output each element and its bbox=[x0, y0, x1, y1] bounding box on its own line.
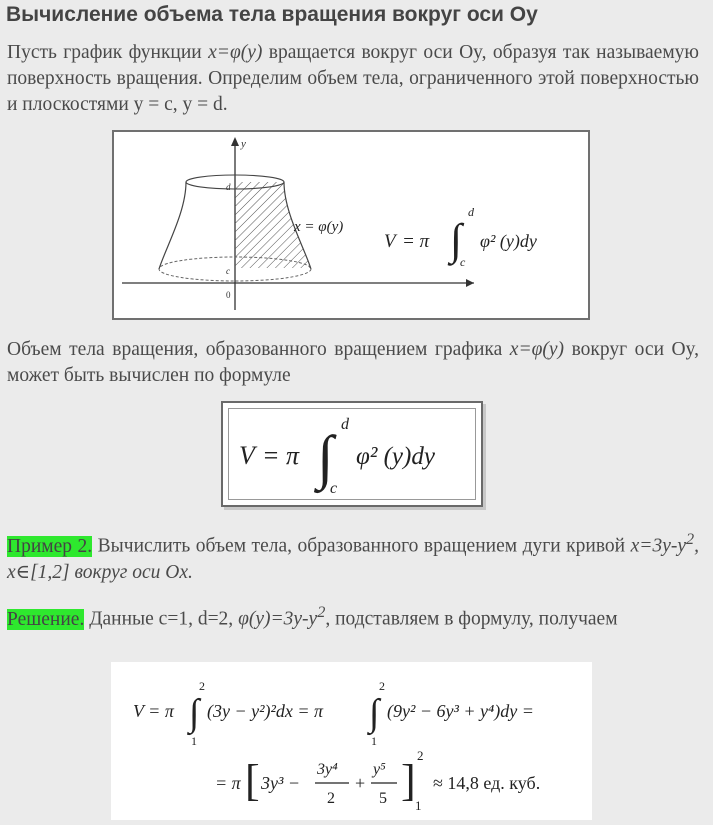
calc-integral-1: ∫ bbox=[189, 692, 200, 734]
formula-v: V bbox=[384, 231, 396, 252]
function-expression-2: x=φ(y) bbox=[509, 339, 565, 360]
bracket-lower: 1 bbox=[415, 798, 422, 813]
solution-label: Решение. bbox=[7, 608, 85, 630]
calc-plus: + bbox=[355, 773, 366, 793]
label-d: d bbox=[226, 182, 231, 192]
formula-eq: = π bbox=[402, 231, 430, 252]
calculation-formula bbox=[111, 662, 592, 820]
curve-label: x = φ(y) bbox=[294, 219, 344, 235]
solution-text: Данные c=1, d=2, bbox=[84, 608, 239, 630]
formula-text-cont: вокруг оси Oy, может быть вычислен по формуле bbox=[7, 339, 699, 386]
calc-int2-upper: 2 bbox=[379, 679, 385, 693]
y-axis-arrow bbox=[231, 137, 239, 146]
example-domain: , x∈[1,2] вокруг оси Ox. bbox=[7, 535, 699, 583]
y-axis-label: y bbox=[241, 138, 246, 150]
formula2-v: V bbox=[239, 441, 255, 470]
intro-text: Пусть график функции bbox=[7, 42, 209, 63]
integral-sign: ∫ bbox=[450, 215, 463, 264]
rotation-diagram bbox=[114, 132, 588, 318]
example-function: x=3y-y bbox=[630, 535, 686, 557]
x-axis-arrow bbox=[466, 279, 474, 287]
frac1-denominator: 2 bbox=[327, 790, 335, 807]
intro-text-cont: вращается вокруг оси Oy, образуя так называемую поверхность вращения. Определим объем тела, ограниченного этой поверхностью и плоскостями y = c, y = d. bbox=[7, 42, 699, 115]
calc-integral-2: ∫ bbox=[369, 692, 380, 734]
calc-term-2: (9y² − 6y³ + y⁴)dy = bbox=[387, 701, 534, 721]
calc-line2-a: 3y³ − bbox=[261, 773, 301, 793]
example-exponent: 2 bbox=[686, 530, 695, 548]
label-c: c bbox=[226, 266, 230, 276]
integral2-upper: d bbox=[341, 416, 349, 433]
integral-lower: c bbox=[460, 255, 466, 269]
volume-formula-box bbox=[221, 401, 483, 507]
example-text: Вычислить объем тела, образованного вращением дуги кривой bbox=[92, 535, 631, 557]
formula2-integrand: φ² (y)dy bbox=[356, 443, 435, 470]
formula-text: Объем тела вращения, образованного вращением графика bbox=[7, 339, 510, 360]
calculation-block bbox=[111, 662, 592, 820]
label-origin: 0 bbox=[226, 290, 231, 300]
formula-integrand: φ² (y)dy bbox=[480, 231, 537, 251]
formula2-eq: = π bbox=[262, 441, 300, 470]
right-bracket: ] bbox=[401, 756, 416, 805]
calc-line2-eq: = π bbox=[215, 773, 241, 793]
intro-paragraph bbox=[7, 40, 699, 118]
calc-term-1: (3y − y²)²dx = π bbox=[207, 701, 324, 721]
frac1-numerator: 3y⁴ bbox=[317, 761, 338, 778]
example-paragraph bbox=[7, 526, 699, 586]
bracket-upper: 2 bbox=[417, 748, 424, 763]
formula-paragraph bbox=[7, 337, 699, 389]
calc-int1-lower: 1 bbox=[191, 734, 197, 748]
example-label: Пример 2. bbox=[7, 535, 93, 557]
calc-result: ≈ 14,8 ед. куб. bbox=[433, 773, 541, 793]
calc-v-eq: V = π bbox=[133, 701, 174, 721]
left-curve bbox=[159, 182, 186, 269]
calc-int2-lower: 1 bbox=[371, 734, 377, 748]
frac2-numerator: y⁵ bbox=[373, 761, 386, 778]
formula-inner-frame bbox=[228, 408, 476, 500]
solution-paragraph bbox=[7, 599, 699, 633]
calc-int1-upper: 2 bbox=[199, 679, 205, 693]
left-bracket: [ bbox=[245, 756, 260, 805]
integral-sign-2: ∫ bbox=[317, 424, 334, 490]
integral-upper: d bbox=[468, 205, 474, 219]
solution-function: φ(y)=3y-y bbox=[238, 608, 318, 630]
integral2-lower: c bbox=[330, 480, 338, 497]
solution-exponent: 2 bbox=[317, 603, 326, 621]
function-expression: x=φ(y) bbox=[208, 42, 263, 63]
solution-text-cont: , подставляем в формулу, получаем bbox=[325, 608, 618, 630]
page-title: Вычисление объема тела вращения вокруг оси Oy bbox=[6, 3, 538, 26]
rotation-figure bbox=[112, 130, 590, 320]
volume-formula bbox=[229, 409, 479, 503]
frac2-denominator: 5 bbox=[379, 790, 387, 807]
